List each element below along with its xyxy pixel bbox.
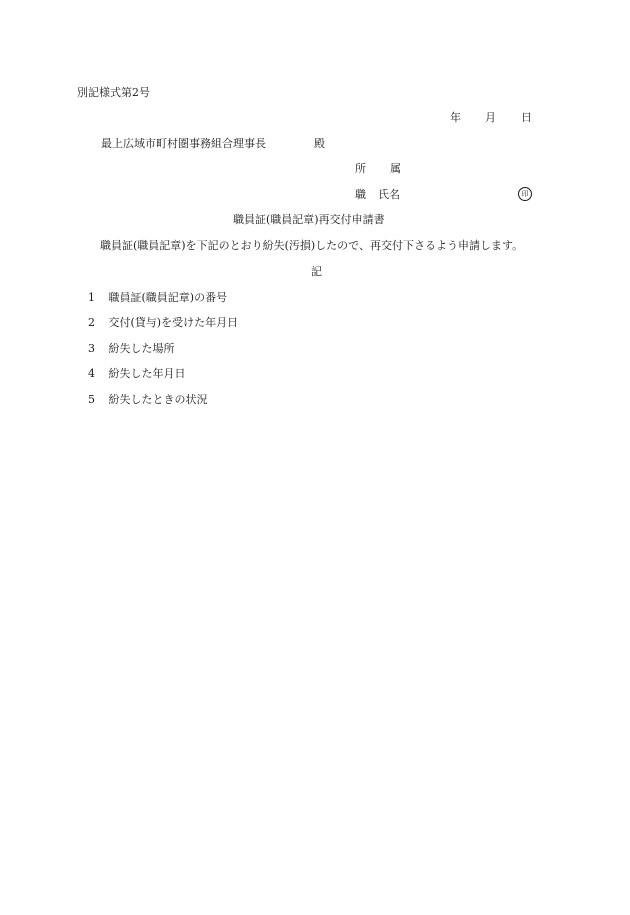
item-number: 1 [88, 291, 95, 304]
item-text: 職員証(職員記章)の番号 [108, 291, 228, 304]
item-text: 交付(貸与)を受けた年月日 [108, 316, 239, 329]
addressee-name: 最上広域市町村圏事務組合理事長 [101, 137, 266, 150]
post-label: 職 [355, 188, 366, 201]
date-year: 年 [450, 111, 461, 124]
item-number: 3 [88, 342, 95, 355]
addressee-honorific: 殿 [314, 137, 325, 150]
item-text: 紛失したときの状況 [108, 393, 208, 406]
item-number: 5 [88, 393, 95, 406]
affiliation-label-2: 属 [390, 162, 401, 175]
name-label: 氏名 [378, 188, 400, 201]
list-item [88, 368, 186, 379]
item-text: 紛失した場所 [108, 342, 175, 355]
item-number: 4 [88, 367, 95, 380]
list-item [88, 292, 227, 303]
date-day: 日 [521, 111, 532, 124]
document-title: 職員証(職員記章)再交付申請書 [233, 213, 385, 226]
list-item [88, 317, 238, 328]
seal-mark: 印 [518, 187, 532, 201]
item-number: 2 [88, 316, 95, 329]
ki-heading: 記 [311, 265, 322, 278]
affiliation-label-1: 所 [355, 162, 366, 175]
list-item [88, 394, 208, 405]
date-month: 月 [485, 111, 496, 124]
form-id: 別記様式第2号 [77, 86, 150, 99]
list-item [88, 343, 175, 354]
body-text: 職員証(職員記章)を下記のとおり紛失(汚損)したので、再交付下さるよう申請します。 [100, 239, 524, 252]
item-text: 紛失した年月日 [108, 367, 186, 380]
